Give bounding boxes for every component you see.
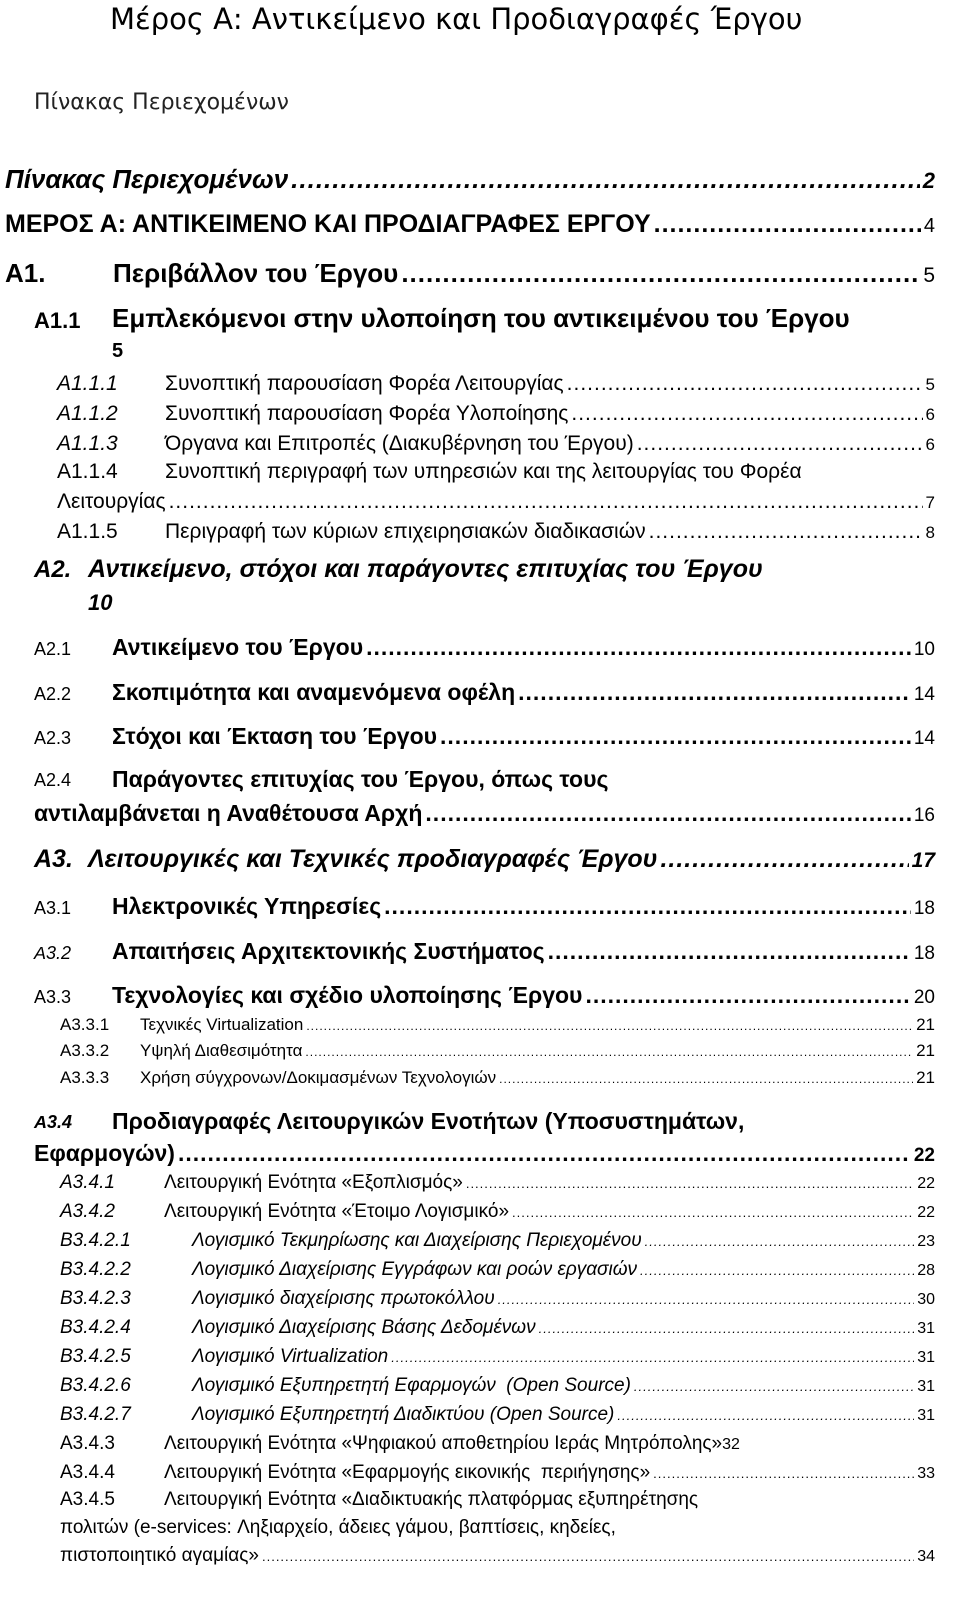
toc-entry-text: Λογισμικό Διαχείρισης Εγγράφων και ροών εργασιών <box>192 1259 638 1280</box>
toc-entry[interactable] <box>34 679 935 706</box>
toc-entry-number: Α3.4.5 <box>60 1489 115 1510</box>
toc-entry-number: Α3.4.3 <box>60 1433 115 1454</box>
toc-entry-number: Α3. <box>34 845 73 873</box>
toc-entry-text: Υψηλή Διαθεσιμότητα <box>140 1041 303 1060</box>
toc-entry-page: 10 <box>88 590 113 615</box>
toc-entry-page: 32 <box>722 1436 740 1453</box>
toc-entry[interactable] <box>34 634 935 661</box>
toc-entry-number: Α3.3.1 <box>60 1015 110 1034</box>
toc-entry[interactable] <box>60 1041 935 1061</box>
toc-entry-text[interactable]: Παράγοντες επιτυχίας του Έργου, όπως τους <box>112 766 609 792</box>
toc-entry[interactable] <box>34 845 935 874</box>
leader-dots <box>617 1408 914 1423</box>
leader-dots <box>262 1549 914 1564</box>
leader-dots <box>306 1019 913 1033</box>
toc-entry[interactable] <box>34 982 935 1009</box>
toc-entry-text: Χρήση σύγχρονων/Δοκιμασμένων Τεχνολογιών <box>140 1068 497 1087</box>
toc-entry-page: 17 <box>911 849 935 872</box>
toc-entry-number: Α1.1.5 <box>57 520 118 543</box>
toc-entry-number: Α3.4.1 <box>60 1172 115 1193</box>
toc-entry[interactable] <box>60 1172 935 1194</box>
toc-entry-text: Λειτουργικές και Τεχνικές προδιαγραφές Έργου <box>88 845 658 873</box>
toc-entry-continuation[interactable] <box>34 800 935 827</box>
toc-entry-text: Πίνακας Περιεχομένων <box>5 164 289 194</box>
toc-entry-number: Α3.4.4 <box>60 1462 115 1483</box>
toc-entry-number: Β3.4.2.3 <box>60 1288 131 1309</box>
toc-entry-number: Α3.3.2 <box>60 1041 110 1060</box>
toc-entry-text-continued: πιστοποιητικό αγαμίας» <box>60 1545 259 1566</box>
toc-entry[interactable] <box>34 893 935 920</box>
toc-entry[interactable] <box>57 520 935 544</box>
toc-entry-page: 8 <box>925 523 935 542</box>
toc-entry-text: Περιβάλλον του Έργου <box>113 258 399 288</box>
toc-entry-number: Α1.1.4 <box>57 460 118 483</box>
leader-dots <box>539 1321 915 1336</box>
toc-entry-text-continued: πολιτών (e-services: Ληξιαρχείο, άδειες γάμου, βαπτίσεις, κηδείες, <box>60 1517 616 1538</box>
toc-entry[interactable] <box>60 1230 935 1252</box>
toc-entry-text: Ηλεκτρονικές Υπηρεσίες <box>112 893 382 919</box>
toc-entry-page: 7 <box>925 493 935 512</box>
toc-entry-number: Α3.2 <box>34 943 72 963</box>
toc-entry-number: Α2. <box>34 556 72 583</box>
toc-entry[interactable] <box>34 723 935 750</box>
toc-entry[interactable] <box>60 1317 935 1339</box>
toc-entry[interactable] <box>5 164 935 195</box>
toc-entry-page: 5 <box>923 264 935 287</box>
toc-entry-text: Συνοπτική παρουσίαση Φορέα Υλοποίησης <box>165 402 569 425</box>
page-title: Μέρος Α: Αντικείμενο και Προδιαγραφές Έργου <box>110 2 803 36</box>
toc-entry-number: Α3.4 <box>34 1112 73 1132</box>
toc-entry-text: Αντικείμενο του Έργου <box>112 634 364 660</box>
toc-entry-continuation[interactable] <box>60 1545 935 1567</box>
toc-entry-page: 16 <box>913 805 935 826</box>
toc-entry-text-continued: αντιλαμβάνεται η Αναθέτουσα Αρχή <box>34 800 423 826</box>
toc-entry-text: Λογισμικό Τεκμηρίωσης και Διαχείρισης Περιεχομένου <box>192 1230 642 1251</box>
leader-dots <box>498 1292 915 1307</box>
toc-entry[interactable] <box>57 402 935 426</box>
toc-entry-number: Β3.4.2.5 <box>60 1346 131 1367</box>
toc-entry-number: Α1.1.1 <box>57 372 118 395</box>
leader-dots <box>518 679 911 706</box>
leader-dots <box>440 723 911 750</box>
leader-dots <box>391 1350 914 1365</box>
toc-entry[interactable] <box>5 258 935 289</box>
leader-dots <box>571 402 922 426</box>
leader-dots <box>499 1072 913 1086</box>
toc-entry-page: 6 <box>925 405 935 424</box>
leader-dots <box>466 1176 914 1191</box>
toc-heading: Πίνακας Περιεχομένων <box>34 90 289 115</box>
toc-entry-text: Τεχνολογίες και σχέδιο υλοποίησης Έργου <box>112 982 583 1008</box>
leader-dots <box>640 1263 914 1278</box>
toc-entry-text: Λογισμικό Διαχείρισης Βάσης Δεδομένων <box>192 1317 536 1338</box>
toc-entry-number: Α2.3 <box>34 728 72 748</box>
toc-entry-page: 30 <box>917 1291 935 1308</box>
toc-entry-number: Α1.1 <box>34 308 81 333</box>
toc-entry-page: 5 <box>925 375 935 394</box>
toc-entry-page: 14 <box>913 684 935 705</box>
leader-dots <box>634 1379 914 1394</box>
leader-dots <box>660 845 908 874</box>
toc-entry-text: Τεχνικές Virtualization <box>140 1015 304 1034</box>
leader-dots <box>512 1205 914 1220</box>
toc-entry[interactable] <box>60 1068 935 1088</box>
toc-entry-page: 20 <box>913 987 935 1008</box>
toc-entry[interactable] <box>60 1462 935 1484</box>
toc-entry[interactable] <box>60 1433 935 1455</box>
toc-entry-text[interactable]: Εμπλεκόμενοι στην υλοποίηση του αντικειμένου του Έργου <box>112 303 850 333</box>
toc-entry-page: 31 <box>917 1378 935 1395</box>
leader-dots <box>169 490 923 514</box>
toc-entry[interactable] <box>57 432 935 456</box>
toc-entry[interactable] <box>60 1404 935 1426</box>
toc-entry-text: Σκοπιμότητα και αναμενόμενα οφέλη <box>112 679 516 705</box>
toc-entry-page: 22 <box>917 1204 935 1221</box>
toc-entry-number: Β3.4.2.6 <box>60 1375 131 1396</box>
toc-entry-continuation[interactable] <box>57 490 935 514</box>
leader-dots <box>567 372 923 396</box>
toc-entry-page: 18 <box>913 943 935 964</box>
toc-entry-page: 22 <box>913 1145 935 1166</box>
toc-entry[interactable] <box>60 1201 935 1223</box>
leader-dots <box>178 1140 911 1167</box>
toc-entry-text[interactable]: Λειτουργική Ενότητα «Διαδικτυακής πλατφόρμας εξυπηρέτησης <box>164 1489 699 1510</box>
toc-entry-number: Β3.4.2.4 <box>60 1317 131 1338</box>
toc-entry-text: Λογισμικό διαχείρισης πρωτοκόλλου <box>192 1288 495 1309</box>
toc-entry-number: Β3.4.2.1 <box>60 1230 131 1251</box>
toc-entry-number: Β3.4.2.7 <box>60 1404 131 1425</box>
toc-entry-number: Α3.1 <box>34 898 72 918</box>
toc-entry-text: Λογισμικό Virtualization <box>192 1346 389 1367</box>
toc-entry-text: Λειτουργική Ενότητα «Εξοπλισμός» <box>164 1172 463 1193</box>
toc-entry-page: 18 <box>913 898 935 919</box>
leader-dots <box>425 800 910 827</box>
toc-entry[interactable] <box>60 1015 935 1035</box>
toc-entry-text: Συνοπτική παρουσίαση Φορέα Λειτουργίας <box>165 372 564 395</box>
toc-entry-number: Α2.1 <box>34 639 72 659</box>
toc-entry-text: Λογισμικό Εξυπηρετητή Διαδικτύου (Open Source) <box>192 1404 615 1425</box>
toc-entry-page: 21 <box>916 1068 935 1087</box>
toc-entry[interactable] <box>34 938 935 965</box>
toc-entry-page: 31 <box>917 1320 935 1337</box>
toc-entry[interactable] <box>5 210 935 239</box>
toc-entry-page: 34 <box>917 1548 935 1565</box>
leader-dots <box>401 258 920 289</box>
toc-entry-page: 6 <box>925 435 935 454</box>
toc-entry-page: 22 <box>917 1175 935 1192</box>
toc-entry-text: Στόχοι και Έκταση του Έργου <box>112 723 438 749</box>
leader-dots <box>366 634 911 661</box>
toc-entry-page: 14 <box>913 728 935 749</box>
toc-entry-page: 5 <box>112 340 124 362</box>
toc-entry-page: 2 <box>922 168 935 193</box>
toc-entry[interactable] <box>60 1346 935 1368</box>
leader-dots <box>305 1045 913 1059</box>
toc-entry-page: 21 <box>916 1015 935 1034</box>
toc-entry-text: Περιγραφή των κύριων επιχειρησιακών διαδικασιών <box>165 520 646 543</box>
toc-entry-text[interactable]: Προδιαγραφές Λειτουργικών Ενοτήτων (Υποσυστημάτων, <box>112 1108 745 1134</box>
toc-entry-text: Όργανα και Επιτροπές (Διακυβέρνηση του Έργου) <box>165 432 634 455</box>
toc-entry-number: Α3.4.2 <box>60 1201 115 1222</box>
leader-dots <box>649 520 923 544</box>
leader-dots <box>384 893 911 920</box>
toc-entry-number: Α1. <box>5 258 46 288</box>
toc-entry-number: Α2.4 <box>34 770 72 790</box>
toc-entry-text[interactable]: Αντικείμενο, στόχοι και παράγοντες επιτυχίας του Έργου <box>88 555 763 583</box>
leader-dots <box>637 432 923 456</box>
toc-entry-number: Α1.1.3 <box>57 432 118 455</box>
toc-entry-page: 31 <box>917 1407 935 1424</box>
toc-entry-page: 10 <box>913 639 935 660</box>
toc-entry-text: Λειτουργική Ενότητα «Έτοιμο Λογισμικό» <box>164 1201 510 1222</box>
leader-dots <box>645 1234 915 1249</box>
leader-dots <box>653 1466 914 1481</box>
toc-entry-text: Λειτουργική Ενότητα «Ψηφιακού αποθετηρίου Ιεράς Μητρόπολης» <box>164 1433 723 1454</box>
leader-dots <box>291 164 920 195</box>
toc-entry-page: 21 <box>916 1041 935 1060</box>
toc-entry-number: Α2.2 <box>34 684 72 704</box>
toc-entry-page: 28 <box>917 1262 935 1279</box>
leader-dots <box>654 210 921 239</box>
toc-entry-number: Α3.3.3 <box>60 1068 110 1087</box>
toc-entry[interactable] <box>60 1288 935 1310</box>
toc-entry-number: Β3.4.2.2 <box>60 1259 131 1280</box>
leader-dots <box>585 982 910 1009</box>
toc-entry-page: 23 <box>917 1233 935 1250</box>
toc-entry[interactable] <box>60 1375 935 1397</box>
toc-entry-text: Λειτουργική Ενότητα «Εφαρμογής εικονικής περιήγησης» <box>164 1462 651 1483</box>
toc-entry-text: Λογισμικό Εξυπηρετητή Εφαρμογών (Open Source) <box>192 1375 631 1396</box>
toc-entry-page: 33 <box>917 1465 935 1482</box>
toc-entry-text: ΜΕΡΟΣ Α: ΑΝΤΙΚΕΙΜΕΝΟ ΚΑΙ ΠΡΟΔΙΑΓΡΑΦΕΣ ΕΡΓΟΥ <box>5 210 651 238</box>
toc-entry-continuation[interactable] <box>34 1140 935 1167</box>
toc-entry-text: Απαιτήσεις Αρχιτεκτονικής Συστήματος <box>112 938 545 964</box>
toc-entry-text-continued: Εφαρμογών) <box>34 1140 175 1166</box>
leader-dots <box>548 938 911 965</box>
toc-entry[interactable] <box>57 372 935 396</box>
toc-entry-text[interactable]: Συνοπτική περιγραφή των υπηρεσιών και της λειτουργίας του Φορέα <box>165 460 802 483</box>
toc-entry[interactable] <box>60 1259 935 1281</box>
toc-entry-text-continued: Λειτουργίας <box>57 490 166 513</box>
toc-entry-number: Α3.3 <box>34 987 72 1007</box>
toc-entry-page: 31 <box>917 1349 935 1366</box>
toc-entry-number: Α1.1.2 <box>57 402 118 425</box>
toc-entry-page: 4 <box>923 215 935 237</box>
